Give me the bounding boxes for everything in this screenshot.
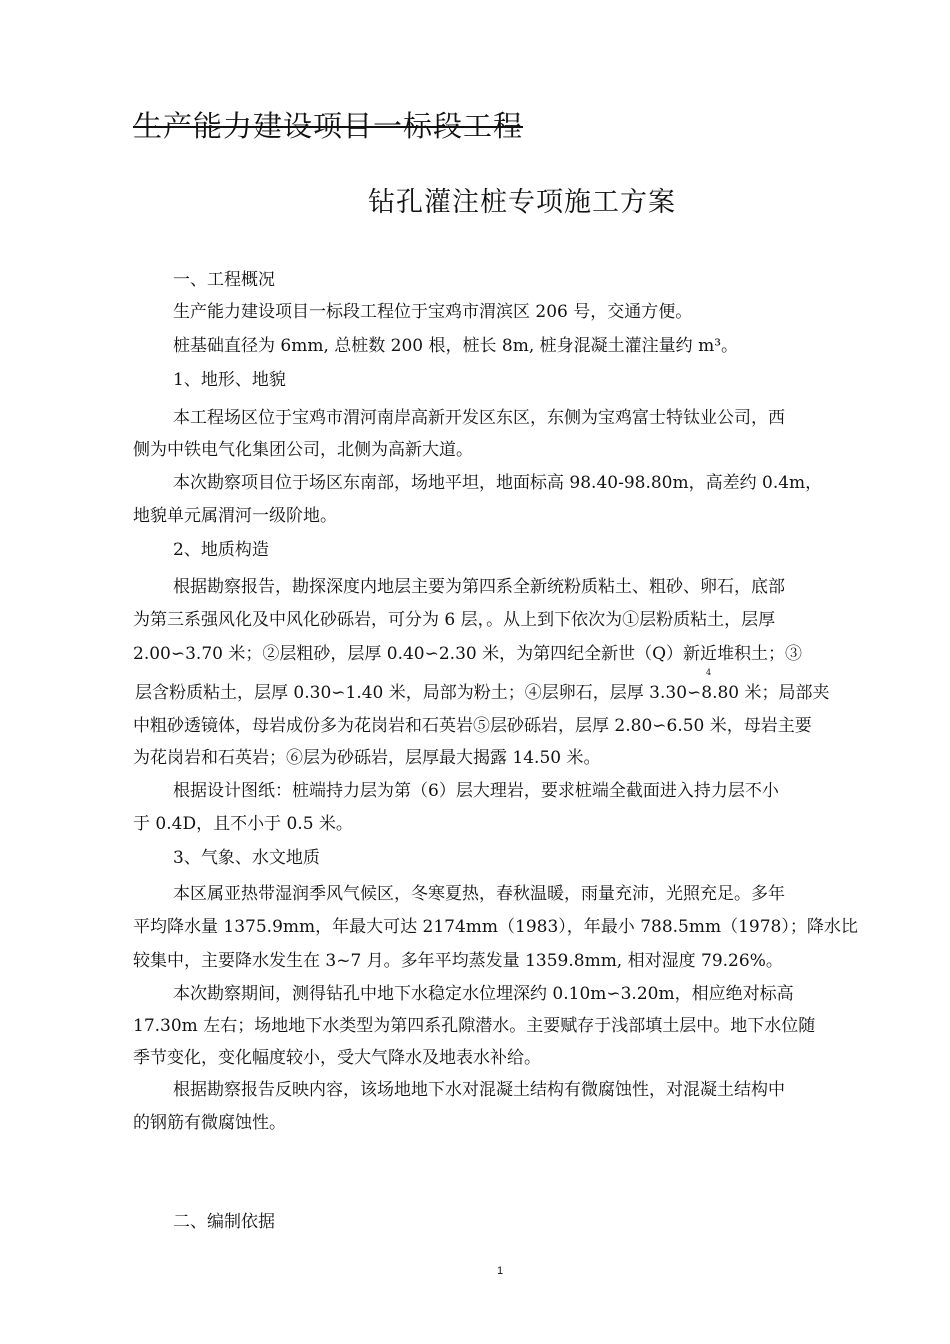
sub2-p1-line5: 中粗砂透镜体，母岩成份多为花岗岩和石英岩⑤层砂砾岩，层厚 2.80∽6.50 米，母岩主要 xyxy=(133,716,812,736)
intro-line-2: 桩基础直径为 6mm, 总桩数 200 根，桩长 8m, 桩身混凝土灌注量约 m³。 xyxy=(173,336,739,356)
sub3-heading: 3、气象、水文地质 xyxy=(173,848,320,868)
section1-heading: 一、工程概况 xyxy=(173,270,275,290)
sub1-p1-line1: 本工程场区位于宝鸡市渭河南岸高新开发区东区，东侧为宝鸡富士特钛业公司，西 xyxy=(173,408,785,428)
section2-heading: 二、编制依据 xyxy=(173,1212,275,1232)
sub3-p1-line2: 平均降水量 1375.9mm，年最大可达 2174mm（1983），年最小 788.5mm（1978）；降水比 xyxy=(133,917,858,937)
intro-line-1: 生产能力建设项目一标段工程位于宝鸡市渭滨区 206 号，交通方便。 xyxy=(173,302,693,322)
plan-title: 钻孔灌注桩专项施工方案 xyxy=(368,187,676,218)
sub1-p2-line1: 本次勘察项目位于场区东南部，场地平坦，地面标高 98.40-98.80m，高差约 0.4m， xyxy=(173,473,823,493)
sub2-p1-line4: 层含粉质粘土，层厚 0.30∽1.40 米，局部为粉土；④层卵石，层厚 3.30∽8.80 米；局部夹 xyxy=(135,683,830,703)
sub2-p1-line6: 为花岗岩和石英岩；⑥层为砂砾岩，层厚最大揭露 14.50 米。 xyxy=(133,748,601,768)
sub3-p2-line3: 季节变化，变化幅度较小，受大气降水及地表水补给。 xyxy=(133,1048,541,1068)
sub2-p1-line1: 根据勘察报告，勘探深度内地层主要为第四系全新统粉质粘土、粗砂、卵石，底部 xyxy=(173,577,785,597)
sub3-p1-line1: 本区属亚热带湿润季风气候区，冬寒夏热，春秋温暖，雨量充沛，光照充足。多年 xyxy=(173,884,785,904)
page-number: 1 xyxy=(497,1265,504,1277)
project-title: 生产能力建设项目一标段工程 xyxy=(133,109,524,143)
sub3-p3-line2: 的钢筋有微腐蚀性。 xyxy=(133,1113,286,1133)
sub1-p1-line2: 侧为中铁电气化集团公司，北侧为高新大道。 xyxy=(133,440,473,460)
sub2-p2-line1: 根据设计图纸：桩端持力层为第（6）层大理岩，要求桩端全截面进入持力层不小 xyxy=(173,781,779,801)
sub3-p2-line1: 本次勘察期间，测得钻孔中地下水稳定水位埋深约 0.10m∽3.20m，相应绝对标高 xyxy=(173,984,794,1004)
sub2-p1-line3: 2.00∽3.70 米；②层粗砂，层厚 0.40∽2.30 米，为第四纪全新世（Q）新近堆积土；③ xyxy=(133,644,803,664)
sub2-p2-line2: 于 0.4D，且不小于 0.5 米。 xyxy=(133,814,353,834)
sub1-heading: 1、地形、地貌 xyxy=(173,370,286,390)
sub3-p3-line1: 根据勘察报告反映内容，该场地地下水对混凝土结构有微腐蚀性，对混凝土结构中 xyxy=(173,1080,785,1100)
sub2-heading: 2、地质构造 xyxy=(173,540,269,560)
sub3-p1-line3: 较集中，主要降水发生在 3~7 月。多年平均蒸发量 1359.8mm, 相对湿度 79.26%。 xyxy=(133,951,783,971)
sub3-p2-line2: 17.30m 左右；场地地下水类型为第四系孔隙潜水。主要赋存于浅部填土层中。地下水位随 xyxy=(133,1016,816,1036)
sub2-p1-line2: 为第三系强风化及中风化砂砾岩，可分为 6 层，。从上到下依次为①层粉质粘土，层厚 xyxy=(133,610,776,630)
sub1-p2-line2: 地貌单元属渭河一级阶地。 xyxy=(133,506,337,526)
subscript-4: 4 xyxy=(706,668,712,677)
